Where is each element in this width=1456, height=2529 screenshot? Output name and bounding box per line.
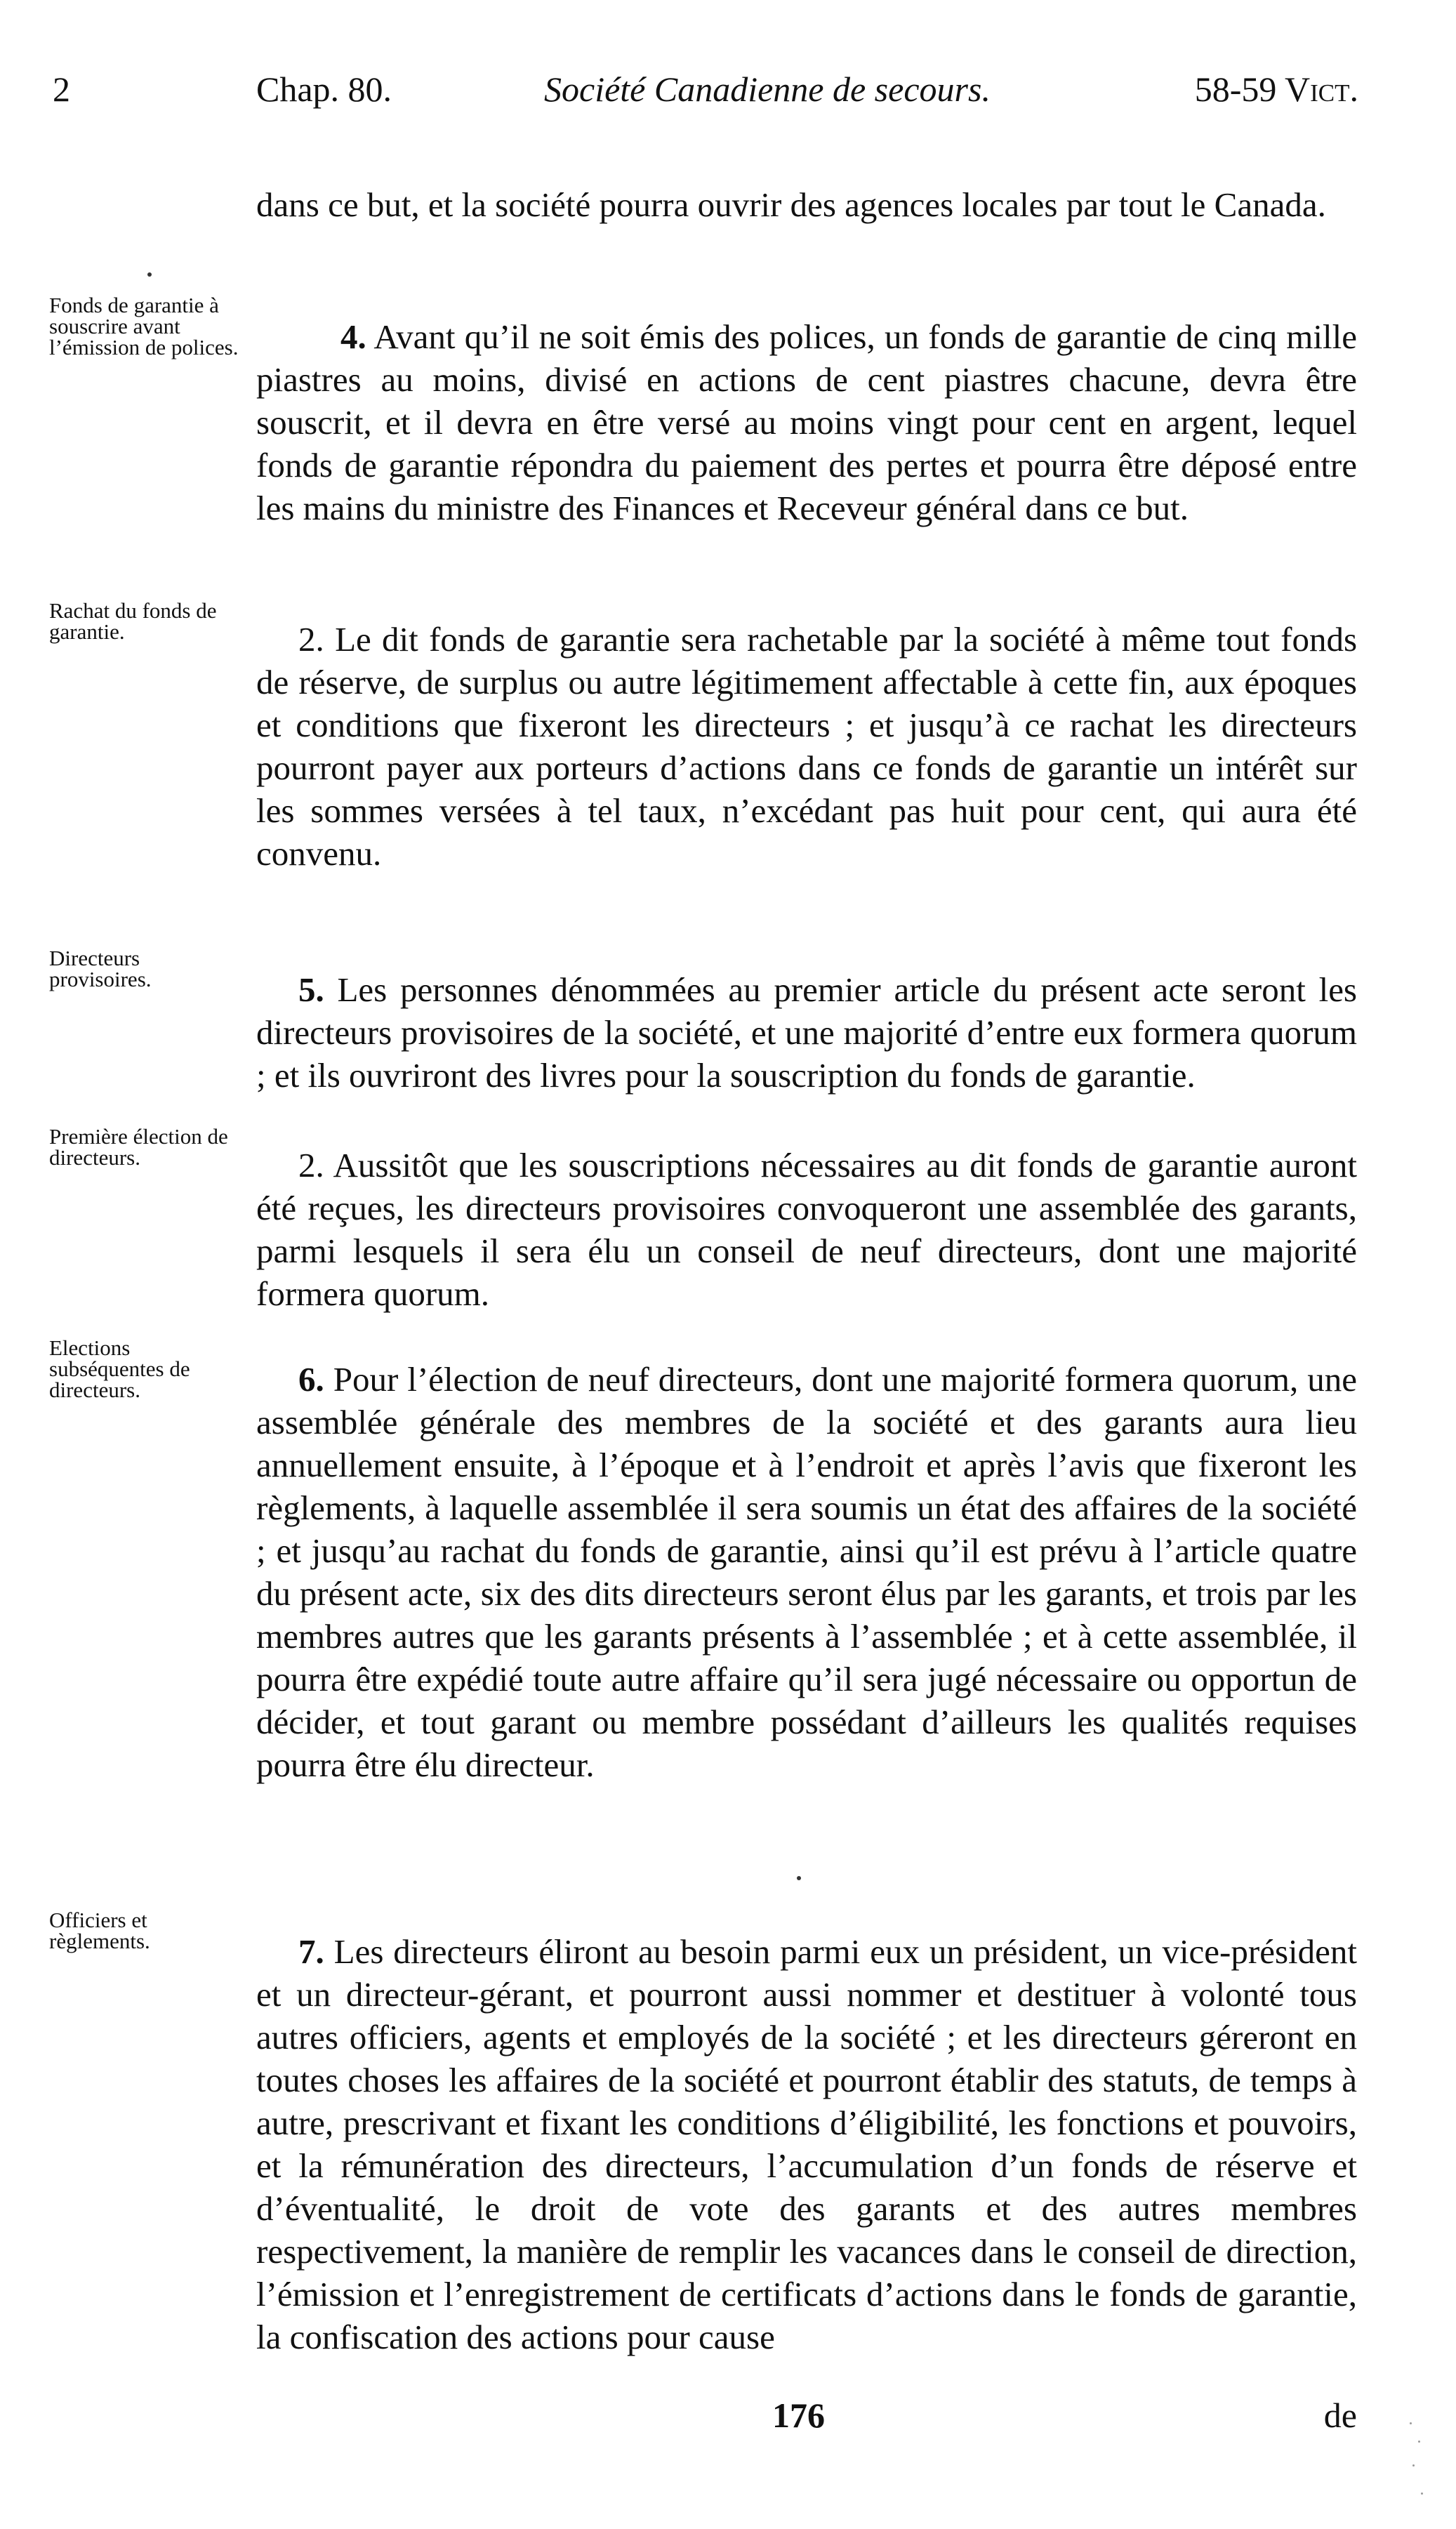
section-text: Aussitôt que les souscriptions nécessaires au dit fonds de garantie auront été reçues, les directeurs provisoires convoqueront une assemblée des garants, parmi lesquels il sera élu un conseil de neuf directeurs, dont une majorité formera quorum.: [256, 1146, 1357, 1313]
section-5: [256, 934, 1357, 1131]
margin-note-officiers: Officiers et règlements.: [49, 1908, 150, 1953]
running-header: [53, 65, 1358, 114]
section-4-2: [256, 583, 1357, 909]
margin-note-fonds: Fonds de garantie à souscrire avant l’émission de polices.: [49, 293, 239, 359]
margin-note-premiere-election: Première élection de directeurs.: [49, 1124, 228, 1170]
margin-note-rachat: Rachat du fonds de garantie.: [49, 598, 217, 644]
page-footer: [256, 2394, 1357, 2436]
intro-paragraph: [256, 149, 1357, 260]
section-5-2: [256, 1109, 1357, 1349]
header-chapter: Chap. 80.: [256, 70, 392, 109]
section-text: Les personnes dénommées au premier article du présent acte seront les directeurs provisoires de la société, et une majorité d’entre eux formera quorum ; et ils ouvriront des livres pour la souscription du fonds de garantie.: [256, 970, 1358, 1095]
header-title: Société Canadienne de secours.: [544, 70, 991, 109]
section-number: 2.: [298, 620, 324, 659]
margin-note-directeurs-provisoires: Directeurs provisoires.: [49, 946, 152, 991]
section-number: 4.: [340, 317, 366, 356]
section-4: [256, 281, 1357, 564]
footer-page-number: 176: [772, 2396, 825, 2435]
margin-note-elections-subsequentes: Elections subséquentes de directeurs.: [49, 1335, 190, 1402]
section-6: [256, 1323, 1357, 1821]
paper-specks: [1407, 2415, 1428, 2521]
header-page-number: 2: [53, 70, 70, 109]
section-text: Avant qu’il ne soit émis des polices, un fonds de garantie de cinq mille piastres au moins, divisé en actions de cent piastres chacune, devra être souscrit, et il devra en être versé au moins vingt pour cent en argent, lequel fonds de garantie répondra du paiement des pertes et pourra être déposé entre les mains du ministre des Finances et Receveur général dans ce but.: [256, 317, 1357, 527]
section-text: Le dit fonds de garantie sera rachetable par la société à même tout fonds de réserve, de surplus ou autre légitimement affectable à cette fin, aux époques et conditions que fixeront les directeurs ; et jusqu’à ce rachat les directeurs pourront payer aux porteurs d’actions dans ce fonds de garantie un intérêt sur les sommes versées à tel taux, n’excédant pas huit pour cent, qui aura été convenu.: [256, 620, 1358, 873]
section-number: 7.: [298, 1932, 324, 1971]
intro-text: dans ce but, et la société pourra ouvrir des agences locales par tout le Canada.: [256, 185, 1326, 224]
section-text: Les directeurs éliront au besoin parmi eux un président, un vice-président et un directeur-gérant, et pourront aussi nommer et destituer à volonté tous autres officiers, agents et employés de la société ; et les directeurs géreront en toutes choses les affaires de la société et pourront établir des statuts, de temps à autre, prescrivant et fixant les conditions d’éligibilité, les fonctions et pouvoirs, et la rémunération des directeurs, l’accumulation d’un fonds de réserve et d’éventualité, le droit de vote des garants et des autres membres respectivement, la manière de remplir les vacances dans le conseil de direction, l’émission et l’enregistrement de certificats d’actions dans le fonds de garantie, la confiscation des actions pour cause: [256, 1932, 1357, 2356]
section-text: Pour l’élection de neuf directeurs, dont une majorité formera quorum, une assemblée générale des membres de la société et des garants aura lieu annuellement ensuite, à l’époque et à l’endroit et après l’avis que fixeront les règlements, à laquelle assemblée il sera soumis un état des affaires de la société ; et jusqu’au rachat du fonds de garantie, ainsi qu’il est prévu à l’article quatre du présent acte, six des dits directeurs seront élus par les garants, et trois par les membres autres que les garants présents à l’assemblée ; et à cette assemblée, il pourra être expédié toute autre affaire qu’il sera jugé nécessaire ou opportun de décider, et tout garant ou membre possédant d’ailleurs les qualités requises pourra être élu directeur.: [256, 1360, 1358, 1784]
section-number: 6.: [298, 1360, 324, 1399]
section-number: 5.: [298, 970, 324, 1009]
dot-mark: [147, 272, 152, 277]
dot-mark: [797, 1876, 801, 1880]
section-7: [256, 1896, 1357, 2393]
catchword: de: [1323, 2396, 1357, 2435]
section-number: 2.: [298, 1146, 324, 1184]
header-year: 58-59 Vict.: [1194, 70, 1358, 109]
